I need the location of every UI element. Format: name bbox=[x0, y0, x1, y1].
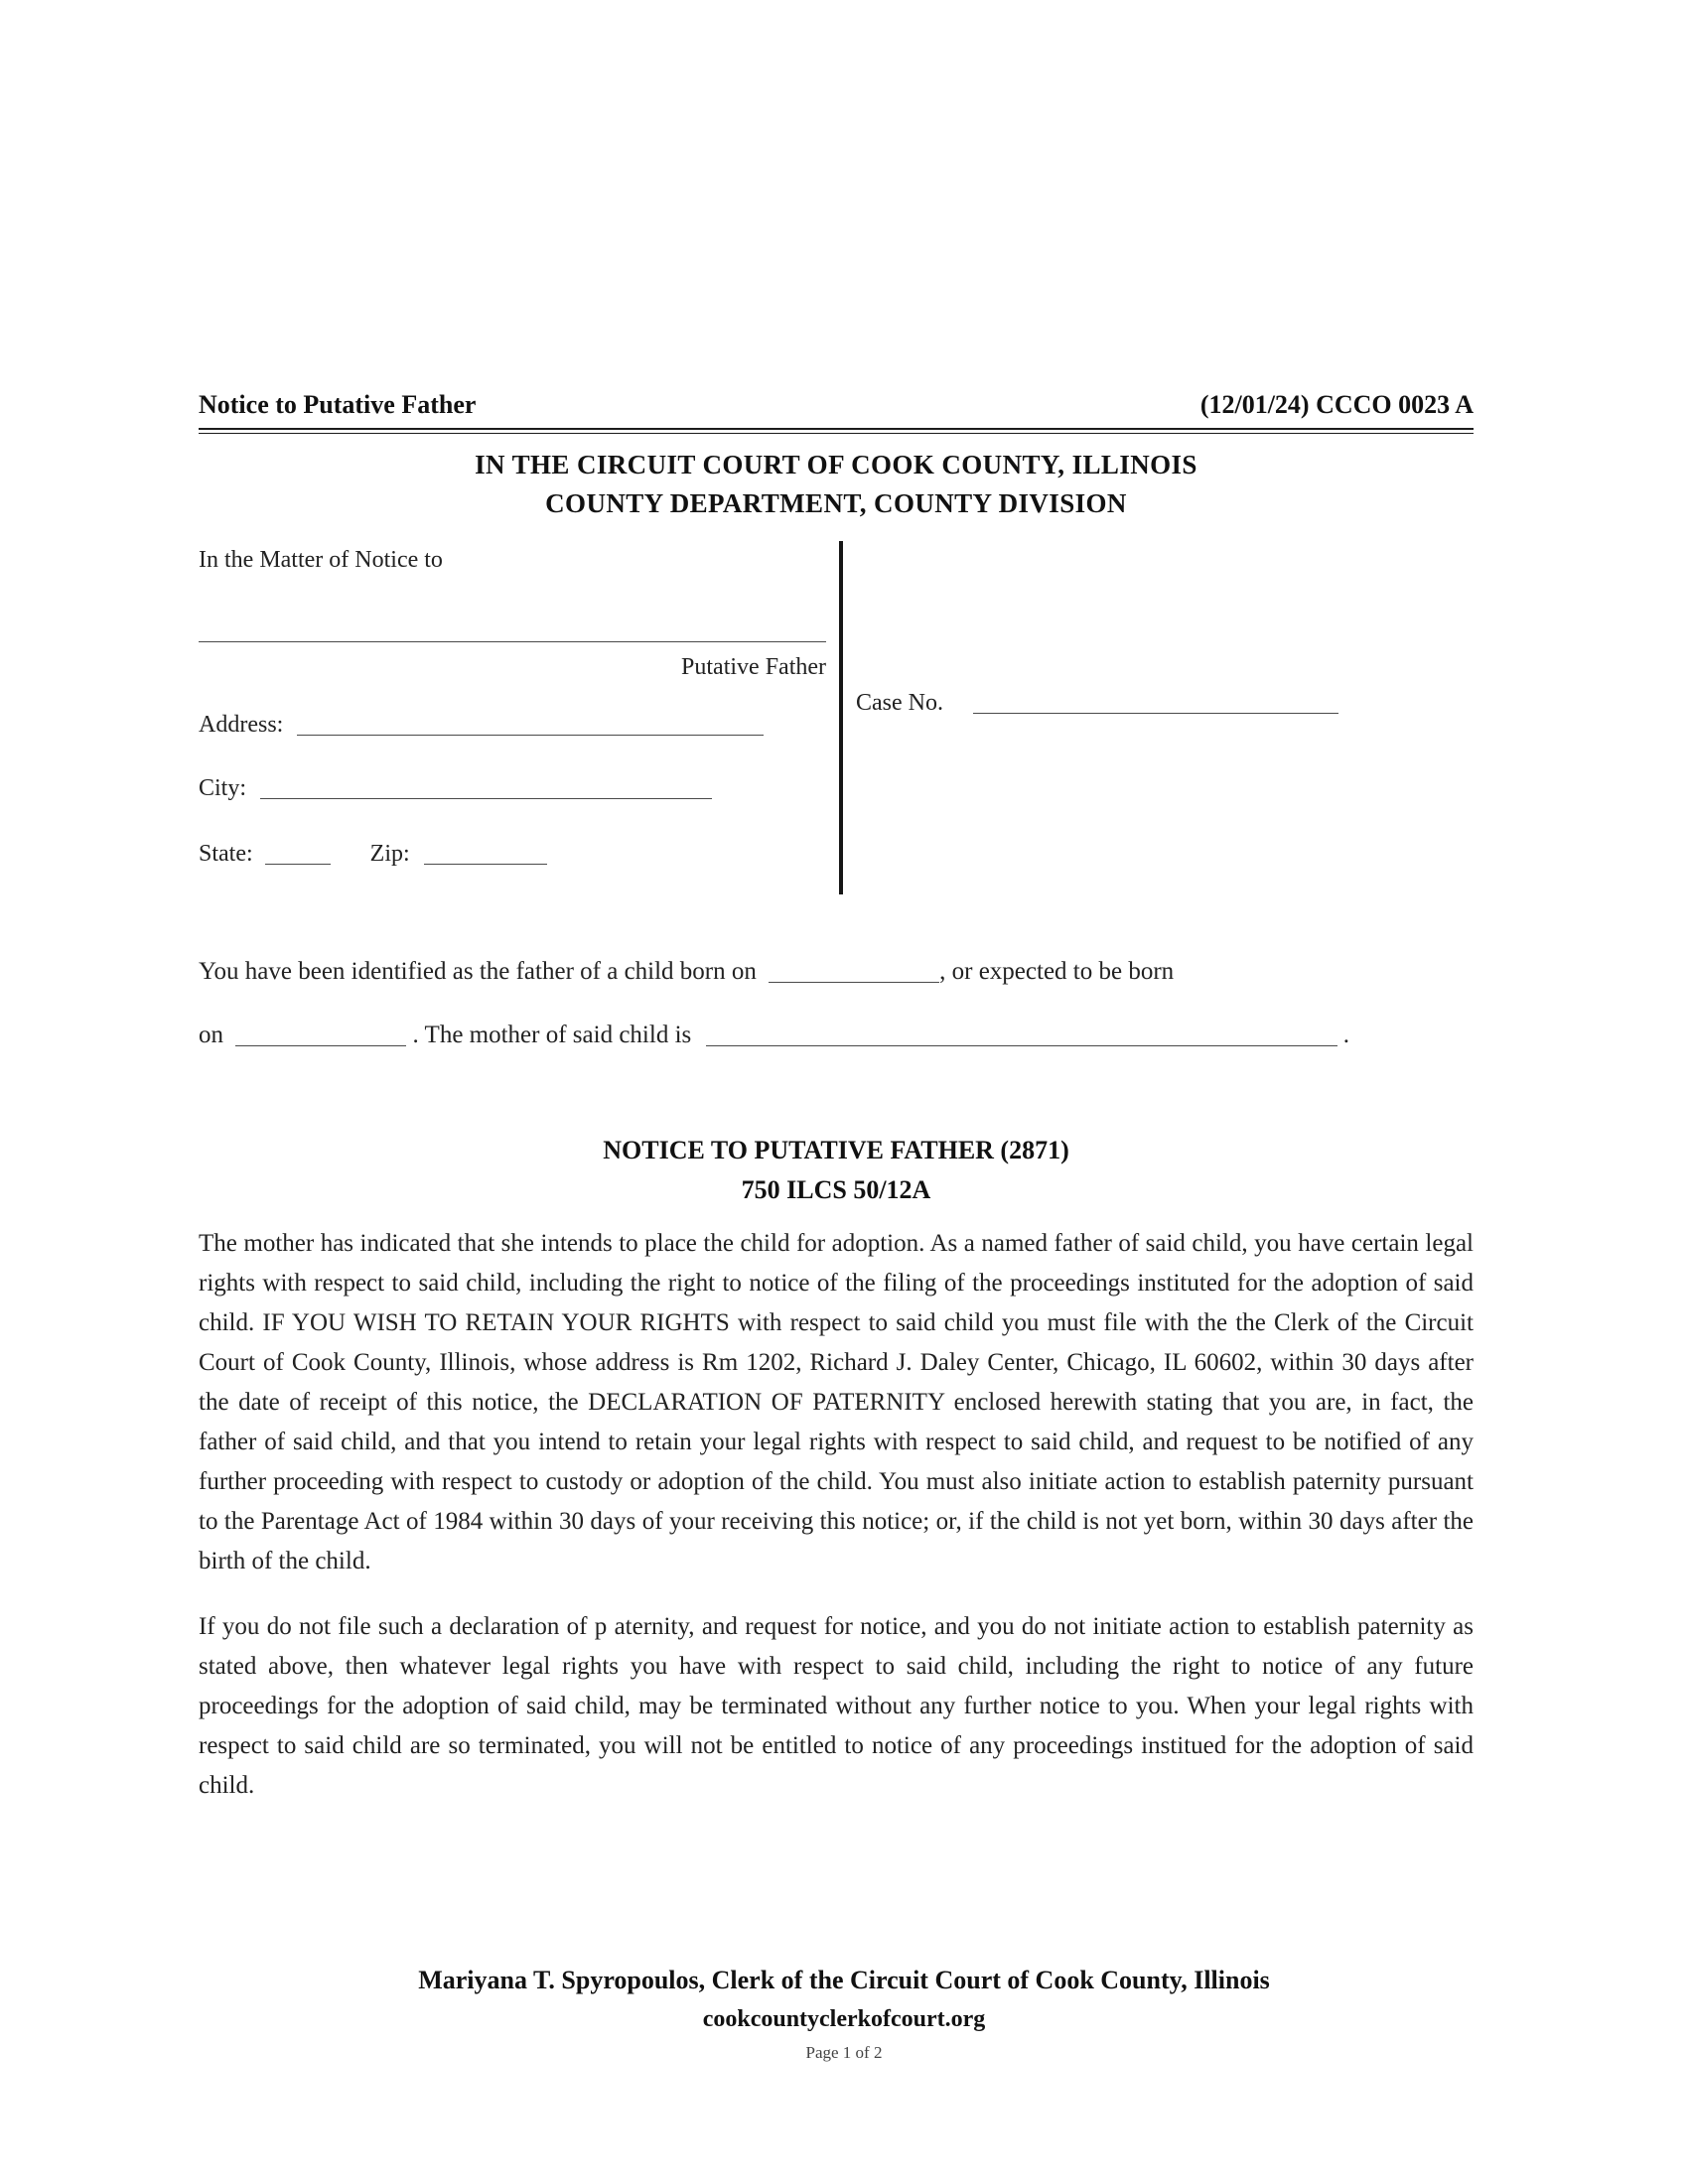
case-caption bbox=[199, 545, 1474, 894]
putative-father-label: Putative Father bbox=[681, 654, 826, 680]
birth-date-field[interactable] bbox=[769, 981, 939, 983]
page-indicator: Page 1 of 2 bbox=[805, 2043, 883, 2062]
address-label: Address: bbox=[199, 712, 284, 738]
notice-heading-line2: 750 ILCS 50/12A bbox=[741, 1175, 931, 1204]
form-title: Notice to Putative Father bbox=[199, 390, 477, 419]
header-rule bbox=[199, 428, 1474, 434]
state-label: State: bbox=[199, 841, 253, 867]
identification-text-2: , or expected to be born bbox=[939, 958, 1175, 985]
state-zip-row bbox=[199, 841, 547, 868]
court-title-line1: IN THE CIRCUIT COURT OF COOK COUNTY, ILLINOIS bbox=[475, 450, 1197, 479]
page-footer bbox=[0, 1961, 1688, 2068]
identification-text-4: . The mother of said child is bbox=[412, 1022, 692, 1048]
mother-name-field[interactable] bbox=[706, 1044, 1337, 1046]
document-content bbox=[199, 390, 1474, 1806]
case-number-row bbox=[856, 690, 1338, 717]
expected-birth-date-field[interactable] bbox=[235, 1044, 406, 1046]
court-title-line2: COUNTY DEPARTMENT, COUNTY DIVISION bbox=[545, 488, 1127, 518]
in-the-matter-label: In the Matter of Notice to bbox=[199, 547, 443, 573]
form-header bbox=[199, 390, 1474, 420]
court-title bbox=[199, 446, 1474, 523]
identification-text-5: . bbox=[1342, 1022, 1349, 1048]
putative-father-name-field[interactable] bbox=[199, 640, 826, 642]
address-field[interactable] bbox=[297, 734, 764, 736]
clerk-website: cookcountyclerkofcourt.org bbox=[702, 2006, 986, 2032]
city-row bbox=[199, 775, 712, 802]
city-label: City: bbox=[199, 775, 247, 801]
form-code: (12/01/24) CCCO 0023 A bbox=[1199, 390, 1474, 419]
address-row bbox=[199, 712, 764, 739]
identification-text-1: You have been identified as the father of a child born on bbox=[199, 958, 757, 985]
city-field[interactable] bbox=[260, 797, 712, 799]
notice-paragraph-2: If you do not file such a declaration of p aternity, and request for notice, and you do not initiate action to establish paternity as stated above, then whatever legal rights you have with respect to said child, including the right to notice of any future proceedings for the adoption of said child, may be terminated without any further notice to you. When your legal rights with respect to said child are so terminated, you will not be entitled to notice of any proceedings institued for the adoption of said child. bbox=[199, 1613, 1474, 1799]
caption-divider bbox=[839, 541, 843, 894]
identification-paragraph bbox=[199, 940, 1474, 1067]
clerk-name-line: Mariyana T. Spyropoulos, Clerk of the Circuit Court of Cook County, Illinois bbox=[418, 1966, 1270, 1994]
identification-text-3: on bbox=[199, 1022, 223, 1048]
notice-heading bbox=[199, 1131, 1474, 1210]
case-number-label: Case No. bbox=[856, 690, 943, 716]
state-field[interactable] bbox=[265, 863, 331, 865]
notice-paragraph-1: The mother has indicated that she intends to place the child for adoption. As a named father of said child, you have certain legal rights with respect to said child, including the right to notice of the filing of the proceedings instituted for the adoption of said child. IF YOU WISH TO RETAIN YOUR RIGHTS with respect to said child you must file with the the Clerk of the Circuit Court of Cook County, Illinois, whose address is Rm 1202, Richard J. Daley Center, Chicago, IL 60602, within 30 days after the date of receipt of this notice, the DECLARATION OF PATERNITY enclosed herewith stating that you are, in fact, the father of said child, and that you intend to retain your legal rights with respect to said child, and request to be notified of any further proceeding with respect to custody or adoption of the child. You must also initiate action to establish paternity pursuant to the Parentage Act of 1984 within 30 days of your receiving this notice; or, if the child is not yet born, within 30 days after the birth of the child. bbox=[199, 1230, 1474, 1574]
zip-label: Zip: bbox=[369, 841, 410, 867]
case-number-field[interactable] bbox=[973, 712, 1338, 714]
zip-field[interactable] bbox=[424, 863, 547, 865]
notice-heading-line1: NOTICE TO PUTATIVE FATHER (2871) bbox=[603, 1136, 1069, 1164]
